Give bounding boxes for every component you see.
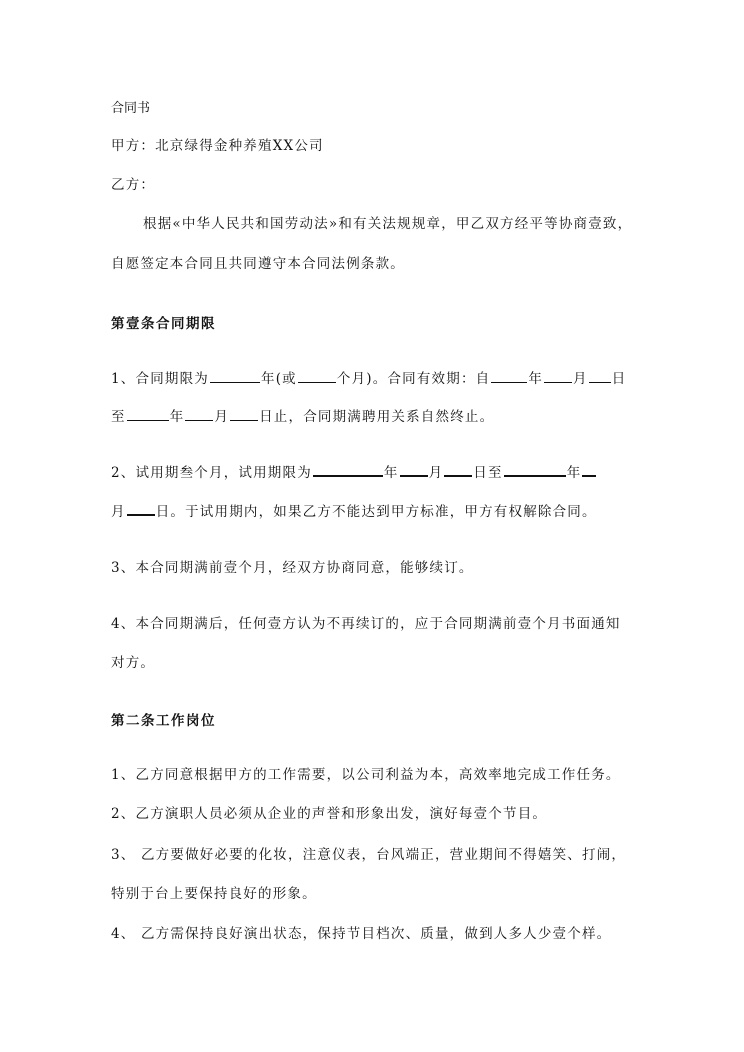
blank-years[interactable] — [210, 368, 260, 383]
blank-months[interactable] — [298, 368, 336, 383]
blank-end-month[interactable] — [185, 406, 213, 421]
clause-2-line-2: 月 日。于试用期内，如果乙方不能达到甲方标准，甲方有权解除合同。 — [111, 500, 597, 522]
clause-2-line-1: 2、试用期叁个月，试用期限为 年 月 日至 年 — [111, 461, 597, 483]
section-1-heading: 第壹条合同期限 — [111, 316, 216, 332]
clause-1-line-2: 至 年 月 日止，合同期满聘用关系自然终止。 — [111, 406, 494, 427]
blank-start-year[interactable] — [491, 368, 527, 383]
section-2-item-3-line-2: 特别于台上要保持良好的形象。 — [111, 886, 317, 902]
party-a: 甲方：北京绿得金种养殖XX公司 — [111, 138, 324, 154]
section-2-heading: 第二条工作岗位 — [111, 713, 216, 729]
blank-trial-end-month-part[interactable] — [582, 461, 596, 477]
blank-end-day[interactable] — [230, 406, 258, 421]
blank-end-year[interactable] — [127, 406, 169, 421]
section-2-item-4: 4、 乙方需保持良好演出状态，保持节目档次、质量，做到人多人少壹个样。 — [111, 926, 612, 942]
clause-3: 3、本合同期满前壹个月，经双方协商同意，能够续订。 — [111, 560, 474, 576]
blank-trial-end-year[interactable] — [504, 461, 566, 477]
party-b: 乙方： — [111, 177, 156, 193]
blank-start-day[interactable] — [589, 368, 611, 383]
section-2-item-2: 2、乙方演职人员必须从企业的声誉和形象出发，演好每壹个节目。 — [111, 806, 548, 822]
intro-paragraph-line-2: 自愿签定本合同且共同遵守本合同法例条款。 — [111, 256, 405, 272]
section-2-item-3-line-1: 3、 乙方要做好必要的化妆，注意仪表，台风端正，营业期间不得嬉笑、打闹， — [111, 847, 627, 863]
blank-trial-start-year[interactable] — [313, 461, 383, 477]
clause-4-line-2: 对方。 — [111, 655, 156, 671]
blank-trial-start-month[interactable] — [400, 461, 428, 477]
section-2-item-1: 1、乙方同意根据甲方的工作需要，以公司利益为本，高效率地完成工作任务。 — [111, 767, 621, 783]
intro-paragraph-line-1: 根据«中华人民共和国劳动法»和有关法规规章，甲乙双方经平等协商壹致， — [143, 216, 633, 232]
document-title: 合同书 — [111, 101, 151, 116]
clause-4-line-1: 4、本合同期满后，任何壹方认为不再续订的，应于合同期满前壹个月书面通知 — [111, 616, 621, 632]
clause-1-line-1: 1、合同期限为 年(或 个月)。合同有效期：自 年 月 日 — [111, 368, 626, 389]
blank-trial-start-day[interactable] — [444, 461, 472, 477]
blank-start-month[interactable] — [544, 368, 572, 383]
blank-trial-end-day[interactable] — [127, 500, 155, 516]
